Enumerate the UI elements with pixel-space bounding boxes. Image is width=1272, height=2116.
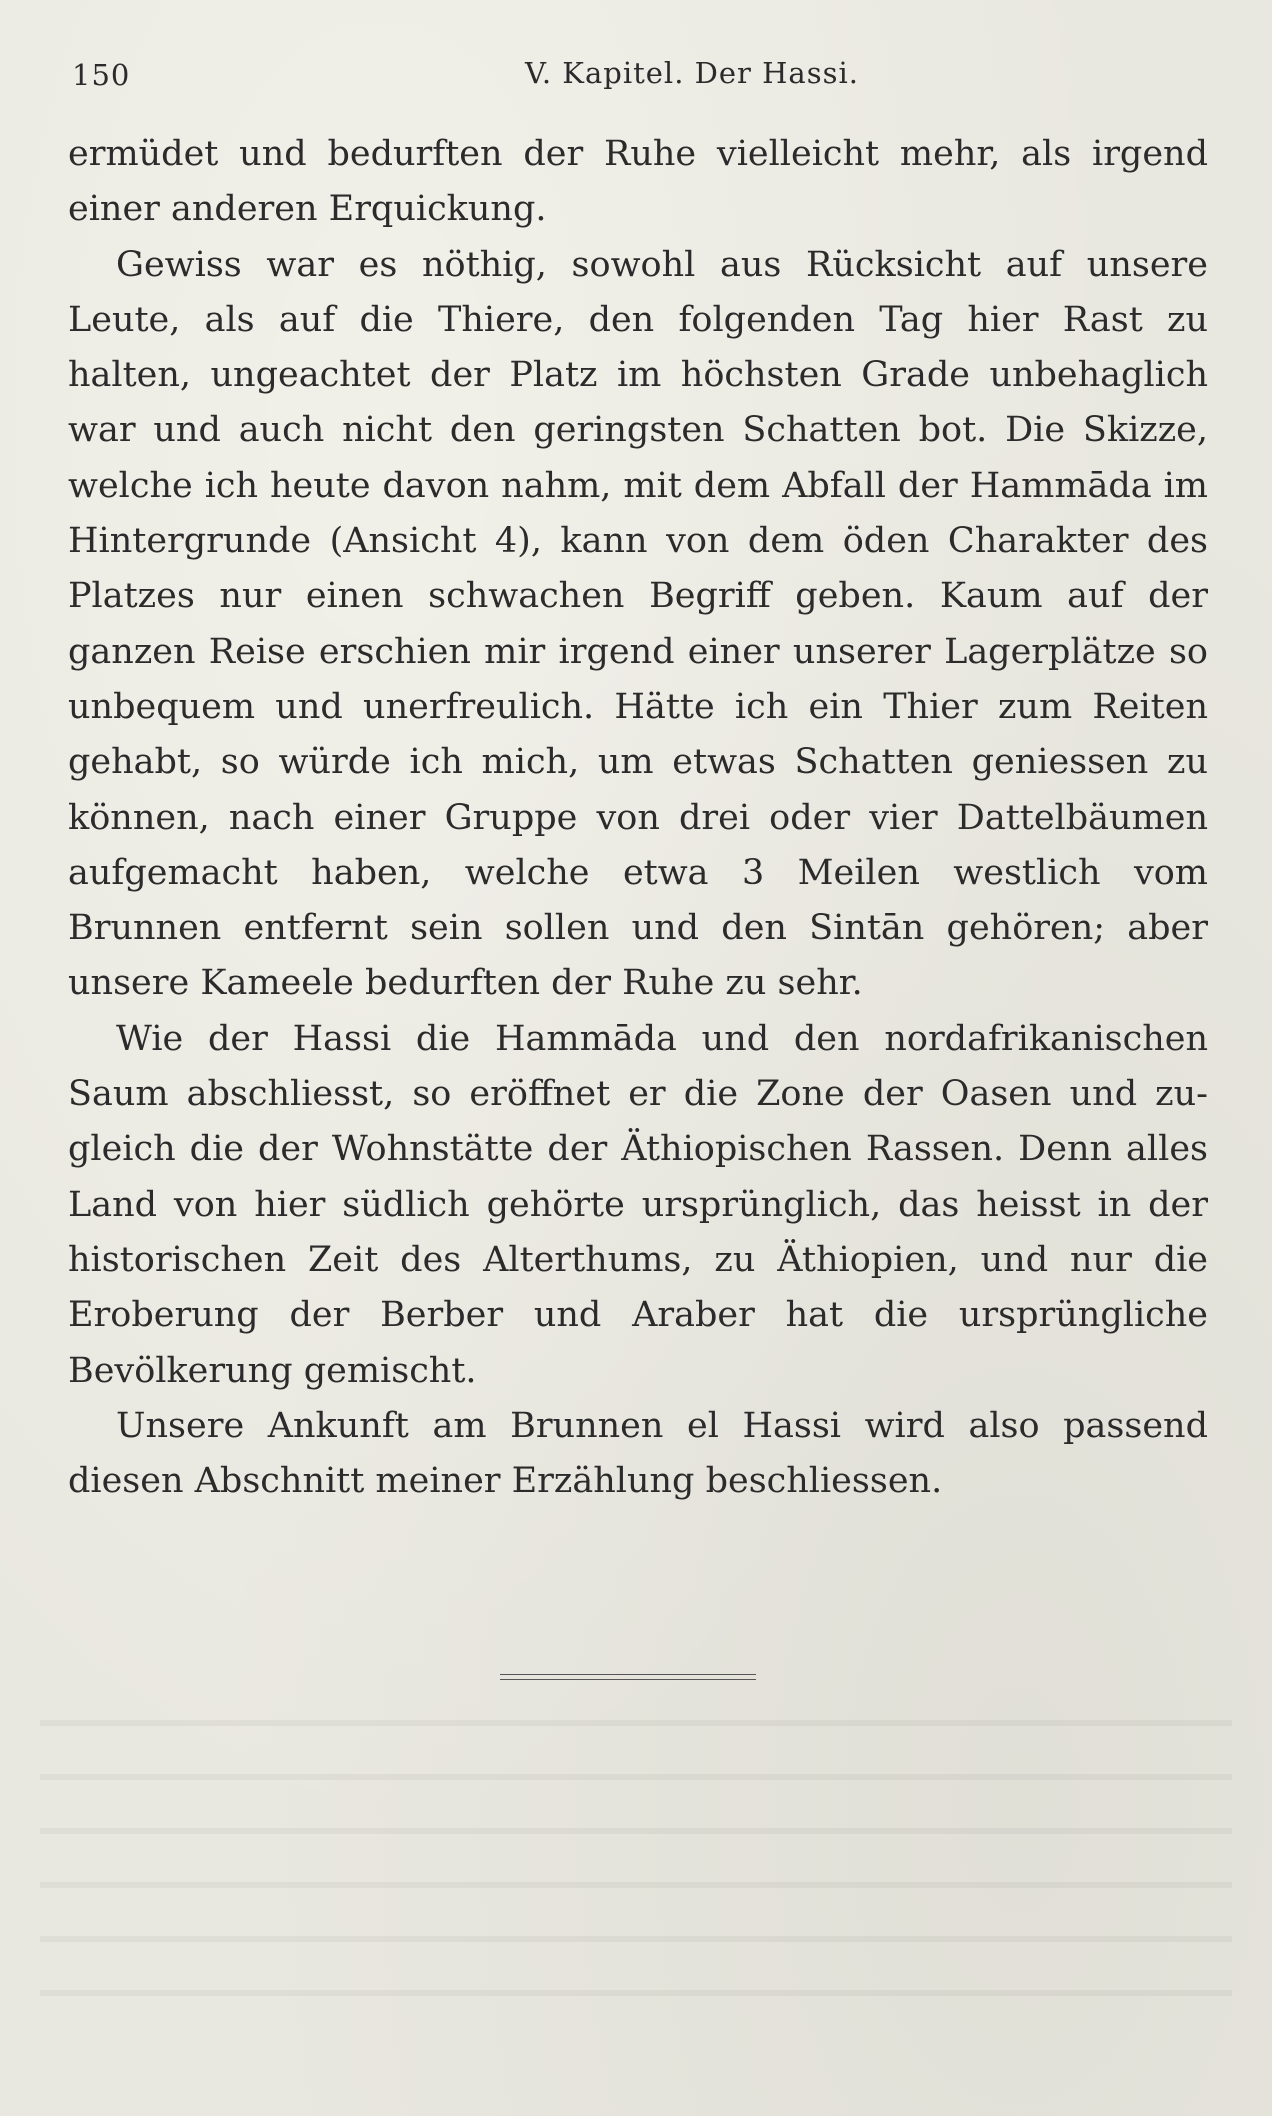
section-end-rule [500, 1674, 756, 1680]
paragraph-2: Gewiss war es nöthig, sowohl aus Rücksicht auf unsere Leute, als auf die Thiere, den folgenden Tag hier Rast zu halten, ungeachtet der Platz im höchsten Grade unbehaglich war und auch nicht den geringsten Schatten bot. Die Skizze, welche ich heute davon nahm, mit dem Abfall der Hammāda im Hintergrunde (Ansicht 4), kann von dem öden Charakter des Platzes nur einen schwachen Begriff geben. Kaum auf der ganzen Reise erschien mir irgend einer unserer Lagerplätze so unbequem und unerfreulich. Hätte ich ein Thier zum Reiten gehabt, so würde ich mich, um etwas Schatten geniessen zu können, nach einer Gruppe von drei oder vier Dattelbäumen aufgemacht haben, welche etwa 3 Meilen westlich vom Brunnen entfernt sein sollen und den Sintān gehören; aber unsere Kameele bedurften der Ruhe zu sehr. [68, 244, 1208, 1004]
show-through-texture [40, 1720, 1232, 2020]
paragraph-4: Unsere Ankunft am Brunnen el Hassi wird also passend diesen Abschnitt meiner Erzählung beschliessen. [68, 1405, 1208, 1502]
paragraph-3: Wie der Hassi die Hammāda und den nordafrikanischen Saum abschliesst, so eröffnet er die Zone der Oasen und zugleich die der Wohnstätte der Äthiopischen Rassen. Denn alles Land von hier südlich gehörte ursprünglich, das heisst in der historischen Zeit des Alterthums, zu Äthiopien, und nur die Eroberung der Berber und Araber hat die ursprüngliche Bevölkerung gemischt. [68, 1018, 1208, 1391]
body-text [68, 127, 1208, 1509]
paragraph-1: ermüdet und bedurften der Ruhe vielleicht mehr, als irgend einer anderen Erquickung. [68, 134, 1208, 230]
page-number: 150 [72, 58, 131, 92]
page-header [70, 56, 1210, 96]
running-head: V. Kapitel. Der Hassi. [525, 56, 859, 90]
